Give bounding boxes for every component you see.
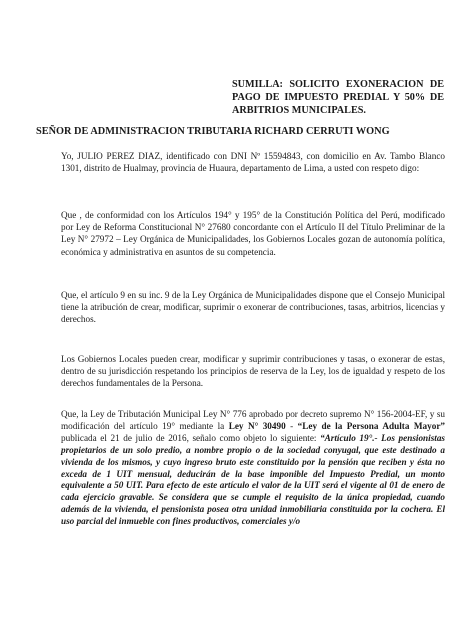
paragraph-local-governments: Los Gobiernos Locales pueden crear, modificar y suprimir contribuciones y tasas, o exonerar de estas, dentro de su jurisdicción respetando los principios de reserva de la Ley, los de igualdad y respeto de los derechos fundamentales de la Persona.: [61, 354, 445, 389]
sumilla-heading: SUMILLA: SOLICITO EXONERACION DE PAGO DE IMPUESTO PREDIAL Y 50% DE ARBITRIOS MUNICIPALES.: [232, 79, 444, 116]
article-19-quote: “Artículo 19°.- Los pensionistas propietarios de un solo predio, a nombre propio o de la sociedad conyugal, que este destinado a vivienda de los mismos, y cuyo ingreso bruto este constituido por la pensión que reciben y ésta no exceda de 1 UIT mensual, deducirán de la base imponible del Impuesto Predial, un monto equivalente a 50 UIT. Para efecto de este artículo el valor de la UIT será el vigente al 01 de enero de cada ejercicio gravable. Se considera que se cumple el requisito de la única propiedad, cuando además de la vivienda, el pensionista posea otra unidad inmobiliaria constituida por la cochera. El uso parcial del inmueble con fines productivos, comerciales y/o: [61, 432, 445, 527]
law-title: “Ley de la Persona Adulta Mayor”: [297, 420, 446, 431]
paragraph-identification: Yo, JULIO PEREZ DIAZ, identificado con DNI Nº 15594843, con domicilio en Av. Tambo Blanco 1301, distrito de Hualmay, provincia de Huaura, departamento de Lima, a usted con respeto digo:: [61, 151, 445, 174]
paragraph-tax-law-mid: publicada el 21 de julio de 2016, señalo como objeto lo siguiente:: [61, 432, 321, 443]
paragraph-tax-law-intro: Que, la Ley de Tributación Municipal Ley N° 776 aprobado por decreto supremo N° 156-2004-EF, y su modificación del artículo 19° mediante la: [61, 409, 445, 431]
law-dash: -: [285, 420, 298, 431]
paragraph-tax-law: [61, 409, 445, 528]
addressee-line: SEÑOR DE ADMINISTRACION TRIBUTARIA RICHARD CERRUTI WONG: [36, 126, 390, 137]
paragraph-constitution: Que , de conformidad con los Artículos 194° y 195° de la Constitución Política del Perú, modificado por Ley de Reforma Constitucional N° 27680 concordante con el Artículo II del Título Preliminar de la Ley N° 27972 – Ley Orgánica de Municipalidades, los Gobiernos Locales gozan de autonomía política, económica y administrativa en asuntos de su competencia.: [61, 210, 445, 257]
paragraph-article-9: Que, el artículo 9 en su inc. 9 de la Ley Orgánica de Municipalidades dispone que el Consejo Municipal tiene la atribución de crear, modificar, suprimir o exonerar de contribuciones, tasas, arbitrios, licencias y derechos.: [61, 290, 445, 325]
law-number: Ley N° 30490: [228, 420, 286, 431]
